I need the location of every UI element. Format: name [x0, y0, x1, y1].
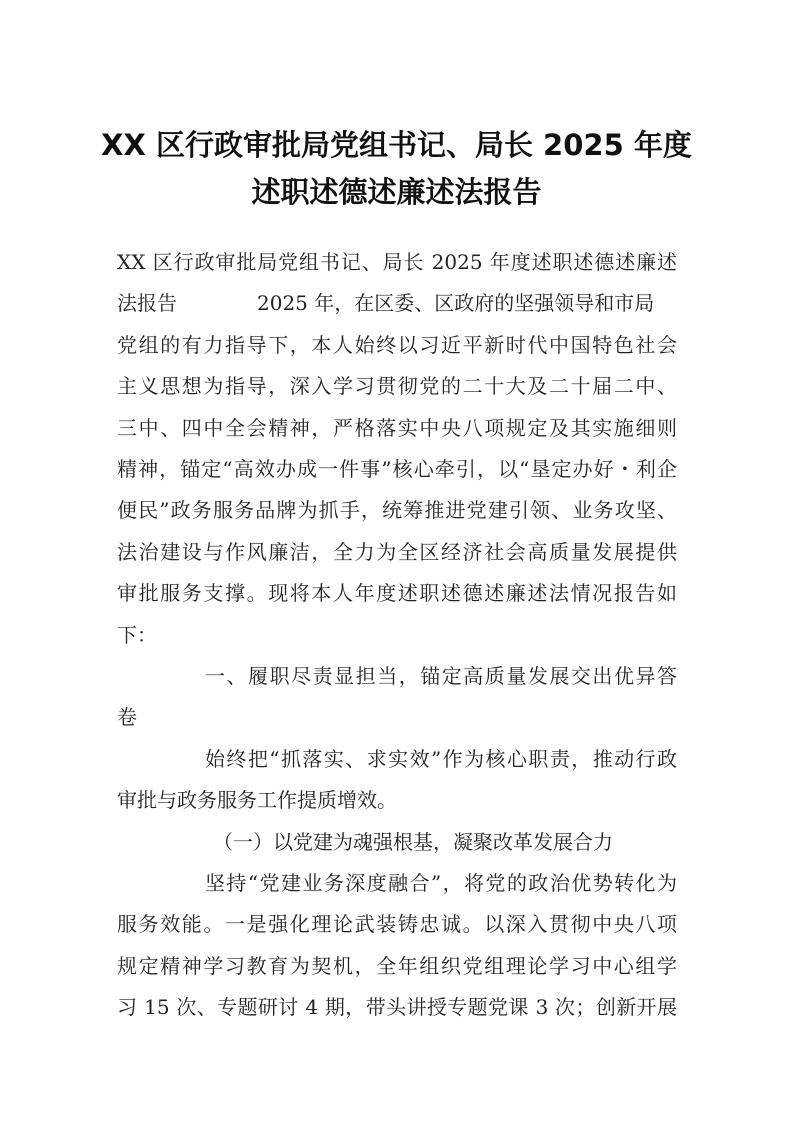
body-line: 审批服务支撑。现将本人年度述职述德述廉述法情况报告如 [117, 581, 677, 605]
body-line: 精神，锚定“高效办成一件事”核心牵引，以“垦定办好・利企 [117, 457, 677, 481]
body-text: 2025 年，在区委、区政府的坚强领导和市局 [257, 291, 655, 315]
body-line: 始终把“抓落实、求实效”作为核心职责，推动行政 [205, 747, 677, 771]
body-line: 三中、四中全会精神，严格落实中央八项规定及其实施细则 [117, 416, 677, 440]
body-line: 坚持“党建业务深度融合”，将党的政治优势转化为 [205, 871, 677, 895]
body-line: 规定精神学习教育为契机，全年组织党组理论学习中心组学 [117, 954, 677, 978]
body-line: 法治建设与作风廉洁，全力为全区经济社会高质量发展提供 [117, 540, 677, 564]
document-title-line-2: 述职述德述廉述法报告 [251, 175, 542, 209]
section-heading-line: 卷 [117, 705, 137, 729]
body-line [117, 290, 677, 316]
body-line: 党组的有力指导下，本人始终以习近平新时代中国特色社会 [117, 333, 677, 357]
document-title-line-1: XX 区行政审批局党组书记、局长 2025 年度 [101, 128, 692, 162]
subsection-heading: （一）以党建为魂强根基，凝聚改革发展合力 [213, 830, 613, 854]
body-line: 下： [117, 623, 157, 647]
body-line: 服务效能。一是强化理论武装铸忠诚。以深入贯彻中央八项 [117, 912, 677, 936]
body-line: 便民”政务服务品牌为抓手，统筹推进党建引领、业务攻坚、 [117, 498, 677, 522]
body-line: 习 15 次、专题研讨 4 期，带头讲授专题党课 3 次；创新开展 [117, 995, 677, 1019]
body-line: 主义思想为指导，深入学习贯彻党的二十大及二十届二中、 [117, 374, 677, 398]
body-line: 审批与政务服务工作提质增效。 [117, 788, 397, 812]
body-text: 法报告 [117, 291, 177, 315]
body-line: XX 区行政审批局党组书记、局长 2025 年度述职述德述廉述 [117, 250, 677, 274]
section-heading-line: 一、履职尽责显担当，锚定高质量发展交出优异答 [205, 664, 677, 688]
